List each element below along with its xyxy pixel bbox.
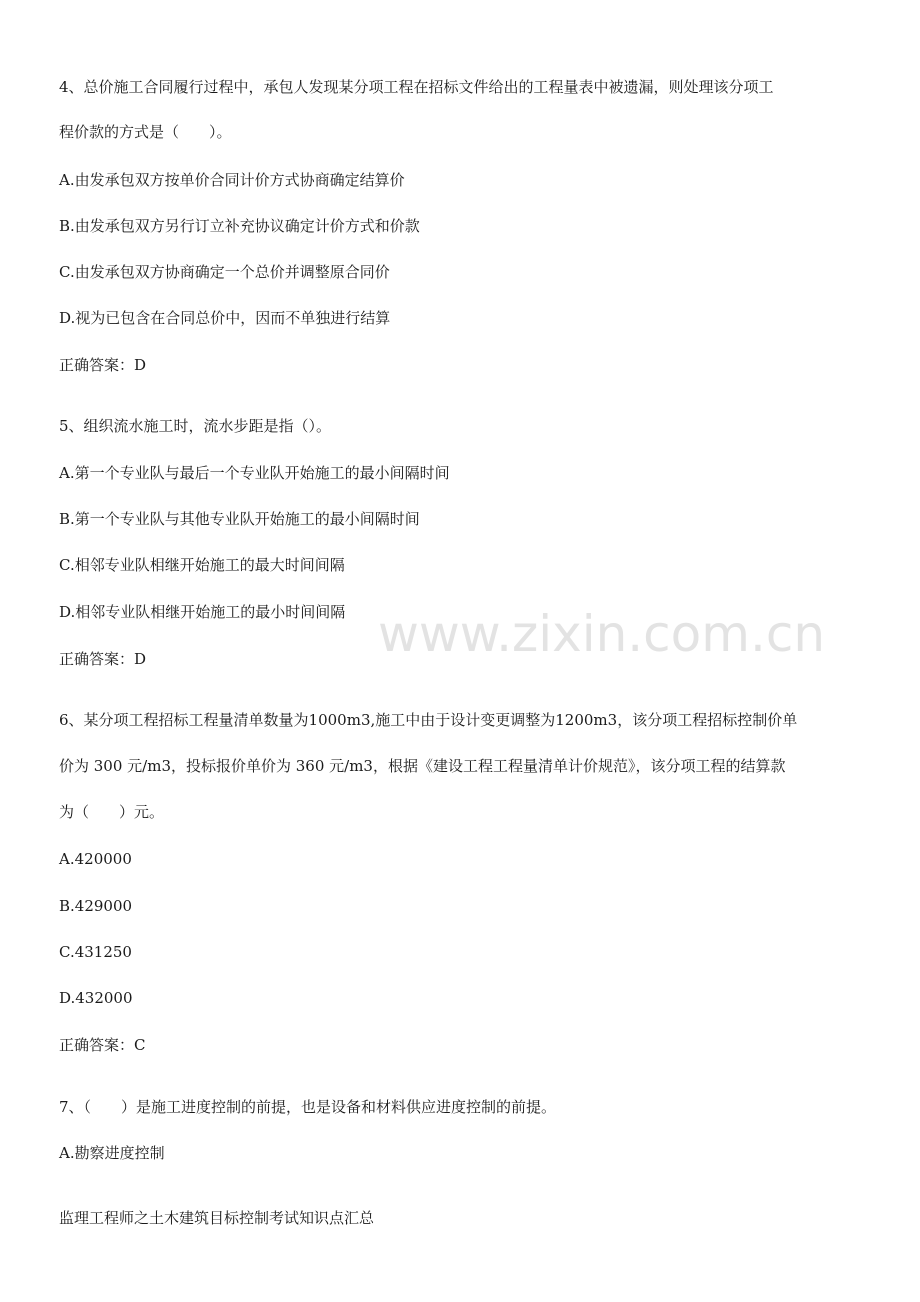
q5-option-a: A.第一个专业队与最后一个专业队开始施工的最小间隔时间 xyxy=(59,464,450,482)
q4-answer: 正确答案：D xyxy=(59,356,147,374)
q4-option-d: D.视为已包含在合同总价中，因而不单独进行结算 xyxy=(59,309,391,327)
q6-option-c: C.431250 xyxy=(59,943,132,961)
watermark: www.zixin.com.cn xyxy=(378,605,826,663)
q4-option-c: C.由发承包双方协商确定一个总价并调整原合同价 xyxy=(59,263,390,281)
q4-stem-line-1: 4、总价施工合同履行过程中，承包人发现某分项工程在招标文件给出的工程量表中被遗漏，则处理该分项工 xyxy=(59,78,774,96)
q6-stem-line-1: 6、某分项工程招标工程量清单数量为1000m3,施工中由于设计变更调整为1200m3，该分项工程招标控制价单 xyxy=(59,711,798,729)
q4-option-b: B.由发承包双方另行订立补充协议确定计价方式和价款 xyxy=(59,217,420,235)
q7-option-a: A.勘察进度控制 xyxy=(59,1144,165,1162)
q4-option-a: A.由发承包双方按单价合同计价方式协商确定结算价 xyxy=(59,171,405,189)
q5-option-d: D.相邻专业队相继开始施工的最小时间间隔 xyxy=(59,603,346,621)
q5-answer: 正确答案：D xyxy=(59,650,147,668)
q6-answer: 正确答案：C xyxy=(59,1036,146,1054)
q4-stem-line-2: 程价款的方式是（ ）。 xyxy=(59,123,232,141)
q7-stem-line-1: 7、（ ）是施工进度控制的前提，也是设备和材料供应进度控制的前提。 xyxy=(59,1098,557,1116)
q6-option-b: B.429000 xyxy=(59,897,133,915)
q5-option-c: C.相邻专业队相继开始施工的最大时间间隔 xyxy=(59,556,345,574)
document-footer: 监理工程师之土木建筑目标控制考试知识点汇总 xyxy=(59,1209,375,1227)
q6-stem-line-3: 为（ ）元。 xyxy=(59,803,165,821)
q5-option-b: B.第一个专业队与其他专业队开始施工的最小间隔时间 xyxy=(59,510,420,528)
q6-stem-line-2: 价为 300 元/m3，投标报价单价为 360 元/m3，根据《建设工程工程量清单计价规范》，该分项工程的结算款 xyxy=(59,757,786,775)
q5-stem-line-1: 5、组织流水施工时，流水步距是指（）。 xyxy=(59,417,332,435)
q6-option-d: D.432000 xyxy=(59,989,133,1007)
q6-option-a: A.420000 xyxy=(59,850,132,868)
